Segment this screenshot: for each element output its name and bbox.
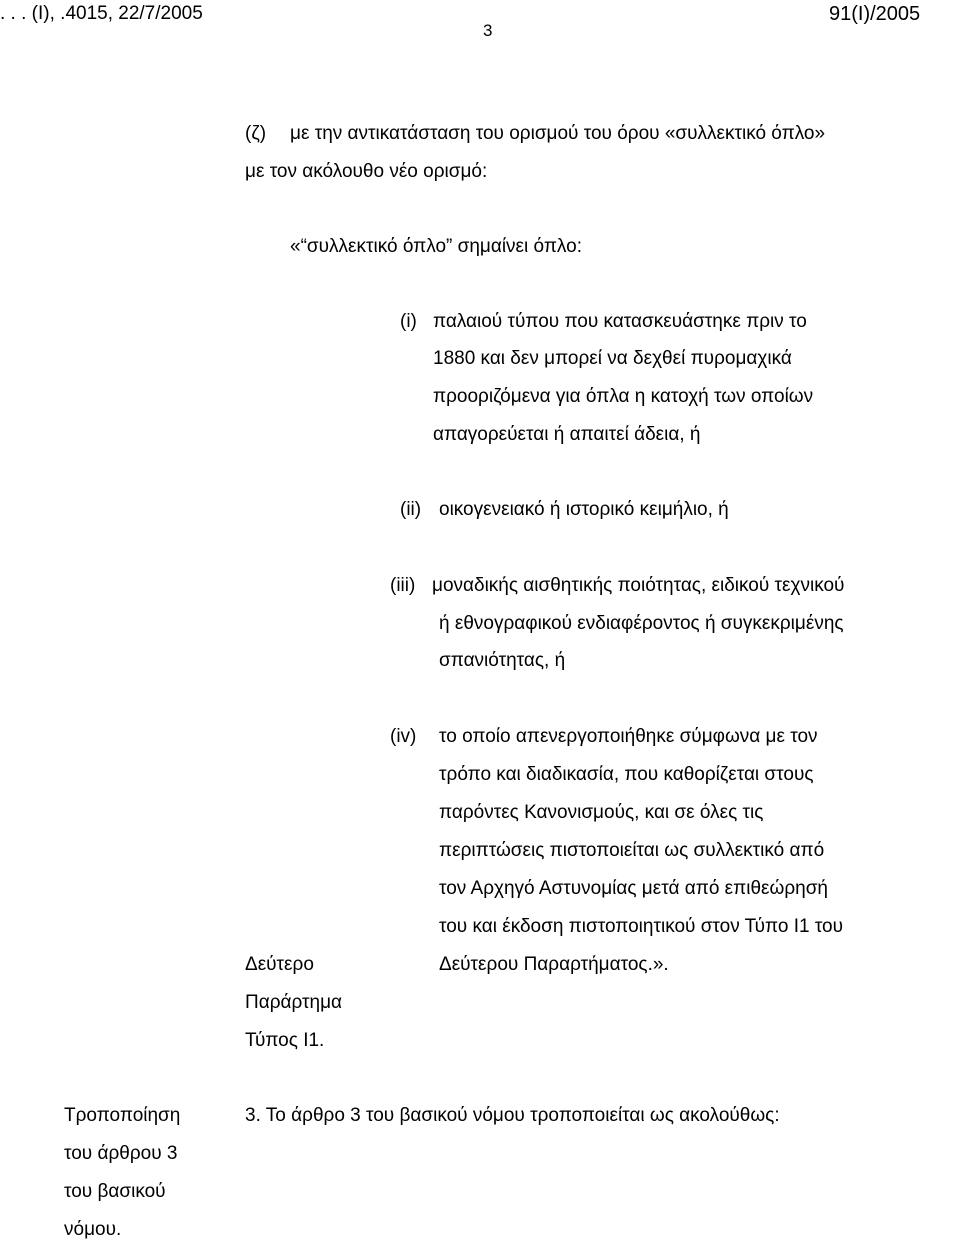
- margin-note-line: του άρθρου 3: [64, 1143, 178, 1164]
- section-3-text: 3. Το άρθρο 3 του βασικού νόμου τροποποιείται ως ακολούθως:: [245, 1105, 780, 1126]
- item-iv-line: το οποίο απενεργοποιήθηκε σύμφωνα με τον: [439, 726, 818, 747]
- para-z-label: (ζ): [245, 123, 267, 144]
- item-iii-line: σπανιότητας, ή: [439, 650, 566, 671]
- margin-note-line: Τροποποίηση: [64, 1105, 181, 1126]
- header-left: . . . (I), .4015, 22/7/2005: [0, 3, 203, 24]
- margin-note-line: Τύπος Ι1.: [245, 1030, 325, 1051]
- para-z-line: με τον ακόλουθο νέο ορισμό:: [245, 161, 488, 182]
- item-iii-label: (iii): [390, 575, 416, 596]
- margin-note-line: του βασικού: [64, 1181, 166, 1202]
- item-iv-line: τρόπο και διαδικασία, που καθορίζεται στους: [439, 764, 814, 785]
- margin-note-line: Παράρτημα: [245, 992, 343, 1013]
- item-i-line: 1880 και δεν μπορεί να δεχθεί πυρομαχικά: [433, 348, 792, 369]
- item-i-line: προοριζόμενα για όπλα η κατοχή των οποίων: [433, 386, 814, 407]
- item-ii-label: (ii): [400, 499, 422, 520]
- header-right: 91(I)/2005: [829, 3, 921, 25]
- margin-note-line: Δεύτερο: [245, 954, 314, 975]
- item-ii-line: οικογενειακό ή ιστορικό κειμήλιο, ή: [439, 499, 729, 520]
- item-i-line: απαγορεύεται ή απαιτεί άδεια, ή: [433, 424, 701, 445]
- item-iv-line: τον Αρχηγό Αστυνομίας μετά από επιθεώρησή: [439, 878, 828, 899]
- item-iii-line: μοναδικής αισθητικής ποιότητας, ειδικού τεχνικού: [432, 575, 845, 596]
- item-i-line: παλαιού τύπου που κατασκευάστηκε πριν το: [433, 311, 807, 332]
- item-iv-line: Δεύτερου Παραρτήματος.».: [439, 954, 669, 975]
- item-i-label: (i): [400, 311, 417, 332]
- item-iv-label: (iv): [390, 726, 417, 747]
- para-z-line: με την αντικατάσταση του ορισμού του όρου «συλλεκτικό όπλο»: [290, 123, 826, 144]
- margin-note-line: νόμου.: [64, 1219, 122, 1240]
- page-number: 3: [483, 21, 493, 40]
- item-iii-line: ή εθνογραφικού ενδιαφέροντος ή συγκεκριμένης: [439, 613, 844, 634]
- definition-intro: «“συλλεκτικό όπλο” σημαίνει όπλο:: [290, 236, 582, 257]
- item-iv-line: περιπτώσεις πιστοποιείται ως συλλεκτικό από: [439, 840, 825, 861]
- item-iv-line: του και έκδοση πιστοποιητικού στον Τύπο Ι1 του: [439, 916, 844, 937]
- item-iv-line: παρόντες Κανονισμούς, και σε όλες τις: [439, 802, 764, 823]
